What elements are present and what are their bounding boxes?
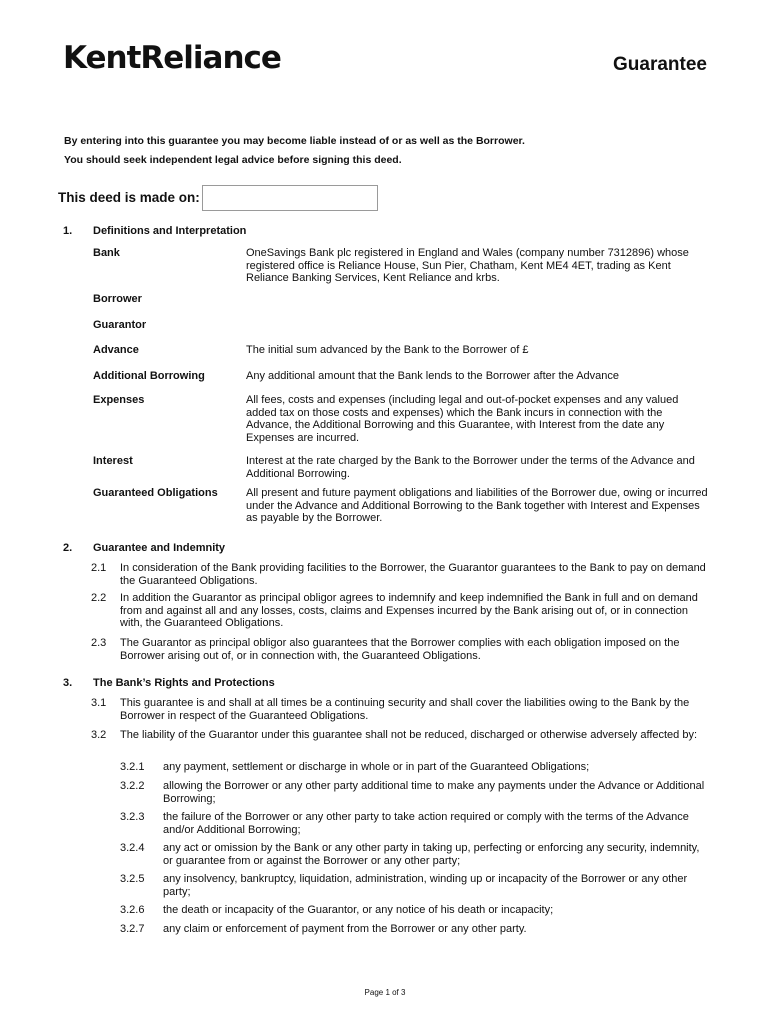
clause-3-1-text: This guarantee is and shall at all times be a continuing security and shall cover the liabilities owing to the Bank by the Borrower in respect of the Guaranteed Obligations.: [120, 697, 690, 722]
definition-bank: OneSavings Bank plc registered in England and Wales (company number 7312896) whose registered office is Reliance House, Sun Pier, Chatham, Kent ME4 4ET, trading as Kent Reliance Banking Services, Kent Reliance and krbs.: [246, 247, 689, 285]
term-bank: Bank: [93, 247, 120, 259]
clause-3-2-4-text: any act or omission by the Bank or any other party in taking up, perfecting or enforcing any security, indemnity, or guarantee from or against the Borrower or any other party;: [163, 842, 700, 867]
section-2-heading: Guarantee and Indemnity: [93, 542, 226, 554]
clause-3-2-3-text: the failure of the Borrower or any other party to take action required or comply with the terms of the Advance and/or Additional Borrowing;: [163, 811, 689, 836]
clause-2-1-text: In consideration of the Bank providing facilities to the Borrower, the Guarantor guarantees to the Bank to pay on demand the Guaranteed Obligations.: [120, 562, 706, 587]
clause-3-2-6-text: the death or incapacity of the Guarantor, or any notice of his death or incapacity;: [163, 904, 554, 916]
section-3-number: 3.: [63, 677, 73, 689]
clause-3-2-2-number: 3.2.2: [120, 780, 145, 792]
section-3-heading: The Bank’s Rights and Protections: [93, 677, 275, 689]
clause-3-2-1-number: 3.2.1: [120, 761, 145, 773]
clause-2-1-number: 2.1: [91, 562, 107, 574]
clause-3-2-7-number: 3.2.7: [120, 923, 145, 935]
clause-3-2-5-text: any insolvency, bankruptcy, liquidation, administration, winding up or incapacity of the Borrower or any other party;: [163, 873, 688, 898]
page-number: Page 1 of 3: [364, 988, 406, 997]
warning-legal-advice: You should seek independent legal advice before signing this deed.: [64, 154, 402, 166]
clause-3-2-4-number: 3.2.4: [120, 842, 145, 854]
term-expenses: Expenses: [93, 394, 145, 406]
section-1-number: 1.: [63, 225, 73, 237]
warning-liability: By entering into this guarantee you may become liable instead of or as well as the Borrower.: [64, 135, 525, 147]
term-borrower: Borrower: [93, 293, 142, 305]
clause-2-2-number: 2.2: [91, 592, 107, 604]
clause-3-2-number: 3.2: [91, 729, 107, 741]
clause-3-1-number: 3.1: [91, 697, 107, 709]
clause-2-2-text: In addition the Guarantor as principal obligor agrees to indemnify and keep indemnified the Bank in full and on demand from and against all and any losses, costs, claims and Expenses incurred by the Bank arising out of, or in connection with, the Guaranteed Obligations.: [120, 592, 698, 630]
kent-reliance-logo: KentReliance: [63, 40, 281, 76]
term-guaranteed-obligations: Guaranteed Obligations: [93, 487, 218, 499]
section-1-heading: Definitions and Interpretation: [93, 225, 247, 237]
deed-date-label: This deed is made on:: [58, 190, 200, 205]
term-additional-borrowing: Additional Borrowing: [93, 370, 205, 382]
definition-advance: The initial sum advanced by the Bank to the Borrower of £: [246, 344, 529, 356]
clause-3-2-6-number: 3.2.6: [120, 904, 145, 916]
clause-2-3-number: 2.3: [91, 637, 107, 649]
definition-additional-borrowing: Any additional amount that the Bank lends to the Borrower after the Advance: [246, 370, 620, 382]
term-advance: Advance: [93, 344, 139, 356]
term-guarantor: Guarantor: [93, 319, 147, 331]
section-2-number: 2.: [63, 542, 73, 554]
clause-3-2-2-text: allowing the Borrower or any other party additional time to make any payments under the Advance or Additional Borrowing;: [163, 780, 705, 805]
term-interest: Interest: [93, 455, 133, 467]
definition-interest: Interest at the rate charged by the Bank to the Borrower under the terms of the Advance and Additional Borrowing.: [246, 455, 695, 480]
document-title: Guarantee: [613, 54, 707, 75]
definition-guaranteed-obligations: All present and future payment obligations and liabilities of the Borrower due, owing or incurred under the Advance and Additional Borrowing to the Bank together with Interest and Expenses as payable by the Borrower.: [246, 487, 708, 525]
deed-date-field[interactable]: [202, 185, 378, 211]
definition-expenses: All fees, costs and expenses (including legal and out-of-pocket expenses and any valued added tax on those costs and expenses) which the Bank incurs in connection with the Advance, the Additional Borrowing and this Guarantee, with Interest from the date any Expenses are incurred.: [246, 394, 679, 444]
clause-3-2-text: The liability of the Guarantor under this guarantee shall not be reduced, discharged or otherwise adversely affected by:: [120, 729, 698, 741]
clause-2-3-text: The Guarantor as principal obligor also guarantees that the Borrower complies with each obligation imposed on the Borrower arising out of, or in connection with, the Guaranteed Obligations.: [120, 637, 680, 662]
clause-3-2-7-text: any claim or enforcement of payment from the Borrower or any other party.: [163, 923, 527, 935]
clause-3-2-1-text: any payment, settlement or discharge in whole or in part of the Guaranteed Obligations;: [163, 761, 590, 773]
clause-3-2-3-number: 3.2.3: [120, 811, 145, 823]
clause-3-2-5-number: 3.2.5: [120, 873, 145, 885]
